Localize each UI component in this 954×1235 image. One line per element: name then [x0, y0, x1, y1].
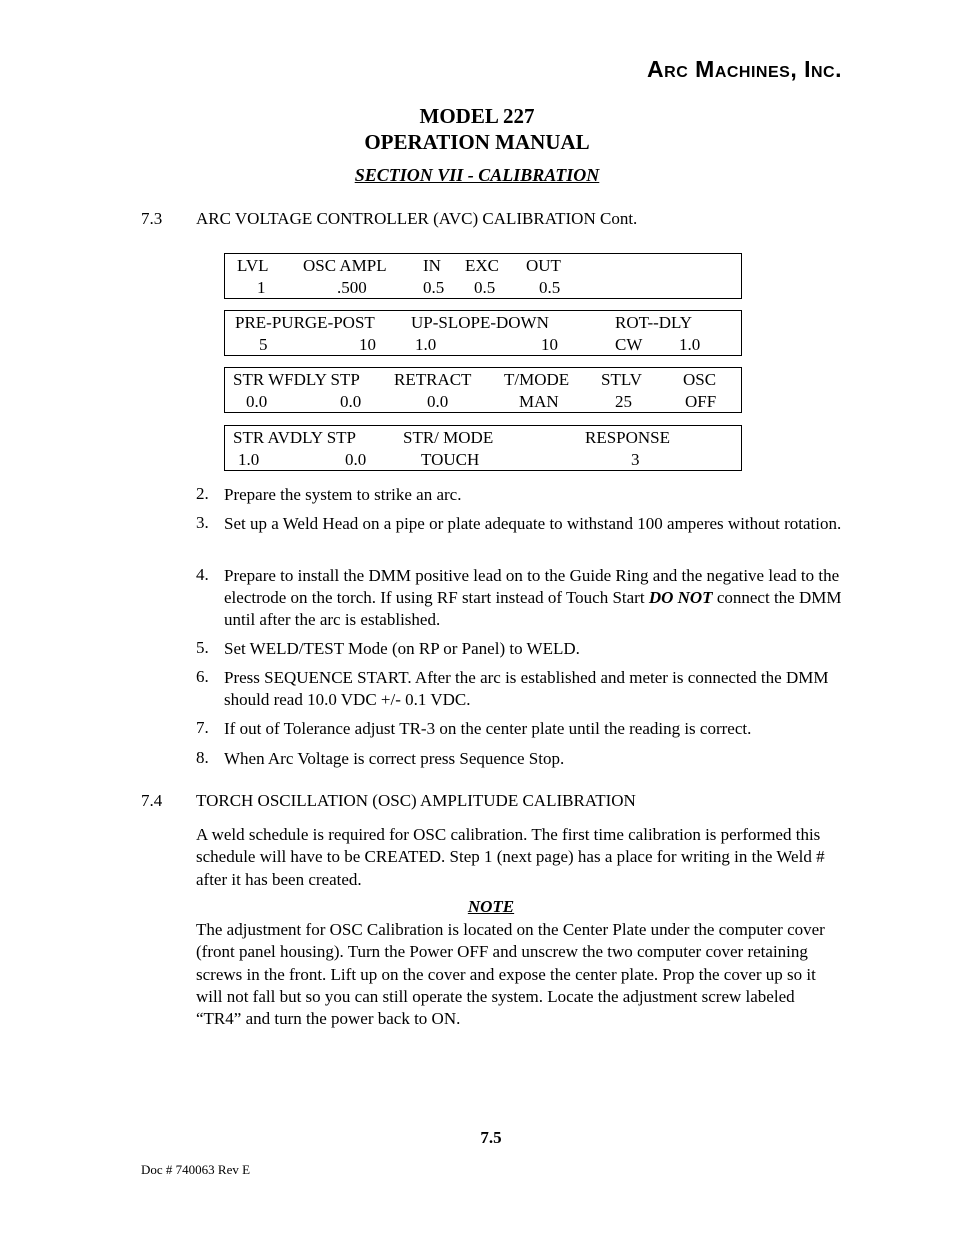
value-down-slope: 10	[541, 335, 558, 354]
header-retract: RETRACT	[394, 370, 472, 389]
step-text: If out of Tolerance adjust TR-3 on the center plate until the reading is correct.	[224, 719, 752, 738]
model-title: MODEL 227	[419, 104, 535, 128]
value-str-avdly: 1.0	[238, 450, 260, 469]
value-in: 0.5	[423, 278, 445, 297]
step-text: Press SEQUENCE START. After the arc is established and meter is connected the DMM should read 10.0 VDC +/- 0.1 VDC.	[224, 668, 829, 709]
header-rot-dly: ROT--DLY	[615, 313, 692, 332]
note-paragraph: The adjustment for OSC Calibration is located on the Center Plate under the computer cover (front panel housing). Turn the Power OFF and unscrew the two computer cover retaining screws in the front. Lift up on the cover and expose the center plate. Prop the cover up so it will not fall but so you can still operate the system. Locate the adjustment screw labeled “TR4” and turn the power back to ON.	[196, 920, 825, 1029]
value-rot-direction: CW	[615, 335, 643, 354]
step-number: 4.	[196, 565, 209, 584]
value-avdly-stp: 0.0	[345, 450, 367, 469]
header-in: IN	[423, 256, 441, 275]
header-stlv: STLV	[601, 370, 642, 389]
header-exc: EXC	[465, 256, 499, 275]
value-response: 3	[631, 450, 640, 469]
value-post-purge: 10	[359, 335, 376, 354]
value-osc: OFF	[685, 392, 717, 411]
step-number: 5.	[196, 638, 209, 657]
osc-intro-paragraph: A weld schedule is required for OSC calibration. The first time calibration is performed this schedule will have to be CREATED. Step 1 (next page) has a place for writing in the Weld # after it has been created.	[196, 825, 825, 889]
header-str-avdly-stp: STR AVDLY STP	[233, 428, 357, 447]
parameter-box-avc	[224, 425, 742, 471]
document-number: Doc # 740063 Rev E	[141, 1162, 251, 1177]
header-osc-ampl: OSC AMPL	[303, 256, 387, 275]
step-number: 8.	[196, 748, 209, 767]
value-retract: 0.0	[427, 392, 449, 411]
value-pre-purge: 5	[259, 335, 268, 354]
parameter-box-level	[224, 253, 742, 299]
step-text: Set WELD/TEST Mode (on RP or Panel) to WELD.	[224, 639, 580, 658]
step-number: 2.	[196, 484, 209, 503]
section-7-4-title: TORCH OSCILLATION (OSC) AMPLITUDE CALIBRATION	[196, 791, 636, 810]
header-response: RESPONSE	[585, 428, 671, 447]
header-out: OUT	[526, 256, 561, 275]
value-t-mode: MAN	[519, 392, 559, 411]
step-number: 6.	[196, 667, 209, 686]
step-text: Set up a Weld Head on a pipe or plate adequate to withstand 100 amperes without rotation.	[224, 514, 842, 533]
header-str-wfdly-stp: STR WFDLY STP	[233, 370, 360, 389]
value-str-wfdly: 0.0	[246, 392, 268, 411]
value-out: 0.5	[539, 278, 561, 297]
value-str-mode: TOUCH	[421, 450, 480, 469]
note-heading: NOTE	[467, 897, 515, 916]
value-wfdly-stp: 0.0	[340, 392, 362, 411]
section-7-3-title: ARC VOLTAGE CONTROLLER (AVC) CALIBRATION Cont.	[196, 209, 638, 228]
value-stlv: 25	[615, 392, 632, 411]
value-lvl: 1	[257, 278, 266, 297]
step-text-part: Prepare to install the DMM positive lead on to the Guide Ring and the negative lead to the electrode on the torch. If using RF start instead of Touch Start	[224, 566, 840, 607]
section-7-3-number: 7.3	[141, 209, 163, 228]
value-exc: 0.5	[474, 278, 496, 297]
section-title: SECTION VII - CALIBRATION	[354, 165, 600, 185]
value-rot-dly: 1.0	[679, 335, 701, 354]
manual-title: OPERATION MANUAL	[364, 130, 590, 154]
value-osc-ampl: .500	[337, 278, 367, 297]
step-number: 3.	[196, 513, 209, 532]
step-number: 7.	[196, 718, 209, 737]
header-t-mode: T/MODE	[504, 370, 570, 389]
do-not-emphasis: DO NOT	[648, 588, 713, 607]
step-text-part: connect the DMM until after the arc is established.	[224, 588, 842, 629]
page-number: 7.5	[480, 1128, 502, 1147]
header-osc: OSC	[683, 370, 717, 389]
header-str-mode: STR/ MODE	[403, 428, 494, 447]
header-up-slope-down: UP-SLOPE-DOWN	[411, 313, 549, 332]
step-text: When Arc Voltage is correct press Sequence Stop.	[224, 749, 565, 768]
header-lvl: LVL	[237, 256, 269, 275]
parameter-box-purge-slope	[224, 310, 742, 356]
step-text	[224, 565, 844, 631]
company-logo: Arc Machines, Inc.	[647, 56, 842, 82]
step-text: Prepare the system to strike an arc.	[224, 485, 462, 504]
value-up-slope: 1.0	[415, 335, 437, 354]
header-pre-purge-post: PRE-PURGE-POST	[235, 313, 375, 332]
parameter-box-wire-feed	[224, 367, 742, 413]
section-7-4-number: 7.4	[141, 791, 163, 810]
